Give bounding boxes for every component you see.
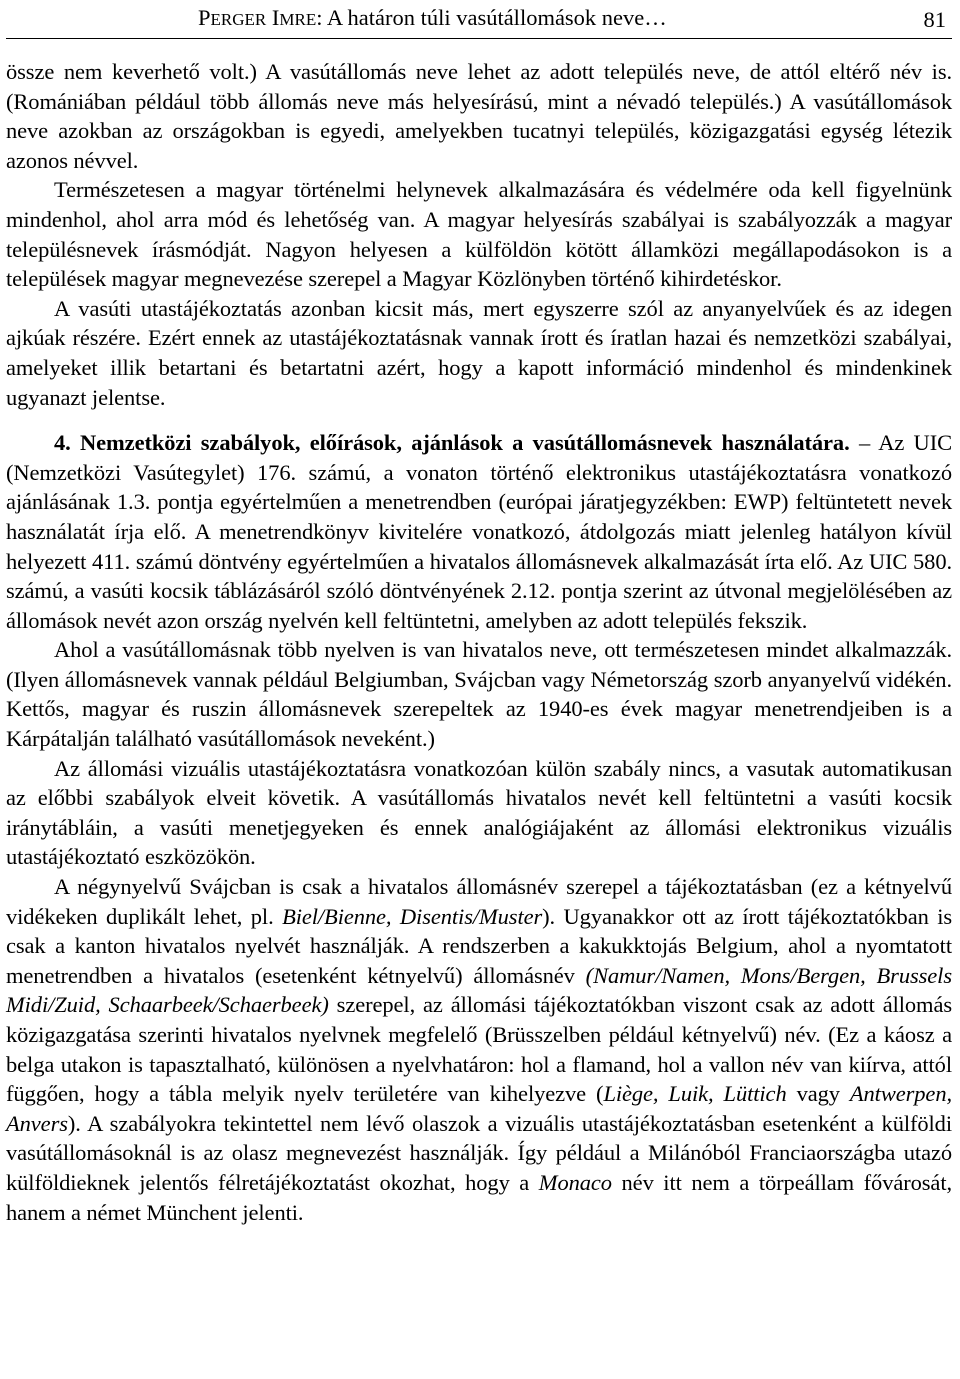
paragraph-5: Ahol a vasútállomásnak több nyelven is van hivatalos neve, ott természetesen mindet alkalmazzák. (Ilyen állomásnevek vannak például Belgiumban, Svájcban vagy Németország szorb anyanyelvű vidékén. Kettős, magyar és ruszin állomásnevek szerepeltek az 1940-es évek magyar menetrendjeiben is a Kárpátalján található vasútállomások neveként.)	[6, 637, 952, 752]
paragraph-4-text: – Az UIC (Nemzetközi Vasútegylet) 176. számú, a vonaton történő elektronikus utastájékoztatásra vonatkozó ajánlásának 1.3. pontja egyértelműen a menetrendben (európai járatjegyzékben: EWP) feltüntetett nevek használatát írja elő. A menetrendkönyv kivitelére vonatkozó, átdolgozás miatt jelenleg hatályon kívül helyezett 411. számú döntvény egyértelműen a hivatalos állomásnevek alkalmazását írta elő. Az UIC 580. számú, a vasúti kocsik táblázásáról szóló döntvényének 2.12. pontja szerint az útvonal megjelölésében az állomások nevét azon ország nyelvén kell feltüntetni, amelyben az adott település fekszik.	[6, 430, 953, 633]
section-gap	[6, 412, 952, 428]
example-names-liege: Liège, Luik, Lüttich	[603, 1081, 787, 1107]
running-header	[6, 0, 952, 39]
paragraph-4	[6, 428, 952, 635]
paragraph-6: Az állomási vizuális utastájékoztatásra vonatkozóan külön szabály nincs, a vasutak automatikusan az előbbi szabályok elveit követik. A vasútállomás hivatalos nevét kell feltüntetni a vasúti kocsik iránytábláin, a vasúti menetjegyeken és ennek analógiájaként az állomási elektronikus vizuális utastájékoztató eszközökön.	[6, 755, 952, 870]
page-number: 81	[923, 7, 946, 32]
header-title: PERGER IMRE: A határon túli vasútállomások neve…	[198, 5, 667, 30]
example-names-antwerp: Antwerpen, Anvers	[6, 1081, 952, 1136]
section-heading: 4. Nemzetközi szabályok, előírások, ajánlások a vasútállomásnevek használatára.	[54, 430, 850, 456]
example-names-swiss: Biel/Bienne, Disentis/Muster	[282, 903, 543, 929]
paragraph-3: A vasúti utastájékoztatás azonban kicsit más, mert egyszerre szól az anyanyelvűek és az idegen ajkúak részére. Ezért ennek az utastájékoztatásnak vannak írott és íratlan hazai és nemzetközi szabályai, amelyeket illik betartani és betartatni azért, hogy a kapott információ mindenhol és mindenkinek ugyanazt jelentse.	[6, 295, 952, 410]
paragraph-2: Természetesen a magyar történelmi helynevek alkalmazására és védelmére oda kell figyelnünk mindenhol, ahol arra mód és lehetőség van. A magyar helyesírás szabályai is szabályozzák a magyar településnevek írásmódját. Nagyon helyesen a külföldön kötött államközi megállapodásokon is a települések magyar megnevezése szerepel a Magyar Közlönyben történő kihirdetéskor.	[6, 177, 952, 292]
example-name-monaco: Monaco	[538, 1169, 612, 1195]
paragraph-1: össze nem keverhető volt.) A vasútállomás neve lehet az adott település neve, de attól eltérő név is. (Romániában például több állomás neve más helyesírású, mint a névadó település.) A vasútállomások neve azokban az országokban is egyedi, amelyekben tucatnyi település, közigazgatási egység létezik azonos névvel.	[6, 59, 952, 173]
example-names-belgian: (Namur/Namen, Mons/Bergen, Brussels Midi/Zuid, Schaarbeek/Schaerbeek)	[6, 962, 952, 1018]
paragraph-7: A négynyelvű Svájcban is csak a hivatalos állomásnév szerepel a tájékoztatásban (ez a kétnyelvű vidékeken duplikált lehet, pl. Biel/Bienne, Disentis/Muster). Ugyanakkor ott az írott tájékoztatókban is csak a kanton hivatalos nyelvét használják. A rendszerben a kakukktojás Belgium, ahol a nyomtatott menetrendben a hivatalos (esetenként kétnyelvű) állomásnév (Namur/Namen, Mons/Bergen, Brussels Midi/Zuid, Schaarbeek/Schaerbeek) szerepel, az állomási tájékoztatókban viszont csak az adott állomás közigazgatása szerinti hivatalos nyelvnek megfelelő (Brüsszelben például kétnyelvű) név. (Ez a káosz a belga utakon is tapasztalható, különösen a nyelvhatáron: hol a flamand, hol a vallon név van kiírva, attól függően, hogy a tábla melyik nyelv területére van kihelyezve (Liège, Luik, Lüttich vagy Antwerpen, Anvers). A szabályokra tekintettel nem lévő olaszok a vizuális utastájékoztatásban esetenként a külföldi vasútállomásoknál is az olasz megnevezést használják. Így például a Milánóból Franciaországba utazó külföldieknek jelentős félretájékoztatást okozhat, hogy a Monaco név itt nem a törpeállam fővárosát, hanem a német Münchent jelenti.	[6, 874, 952, 1225]
page-body	[6, 39, 952, 1227]
